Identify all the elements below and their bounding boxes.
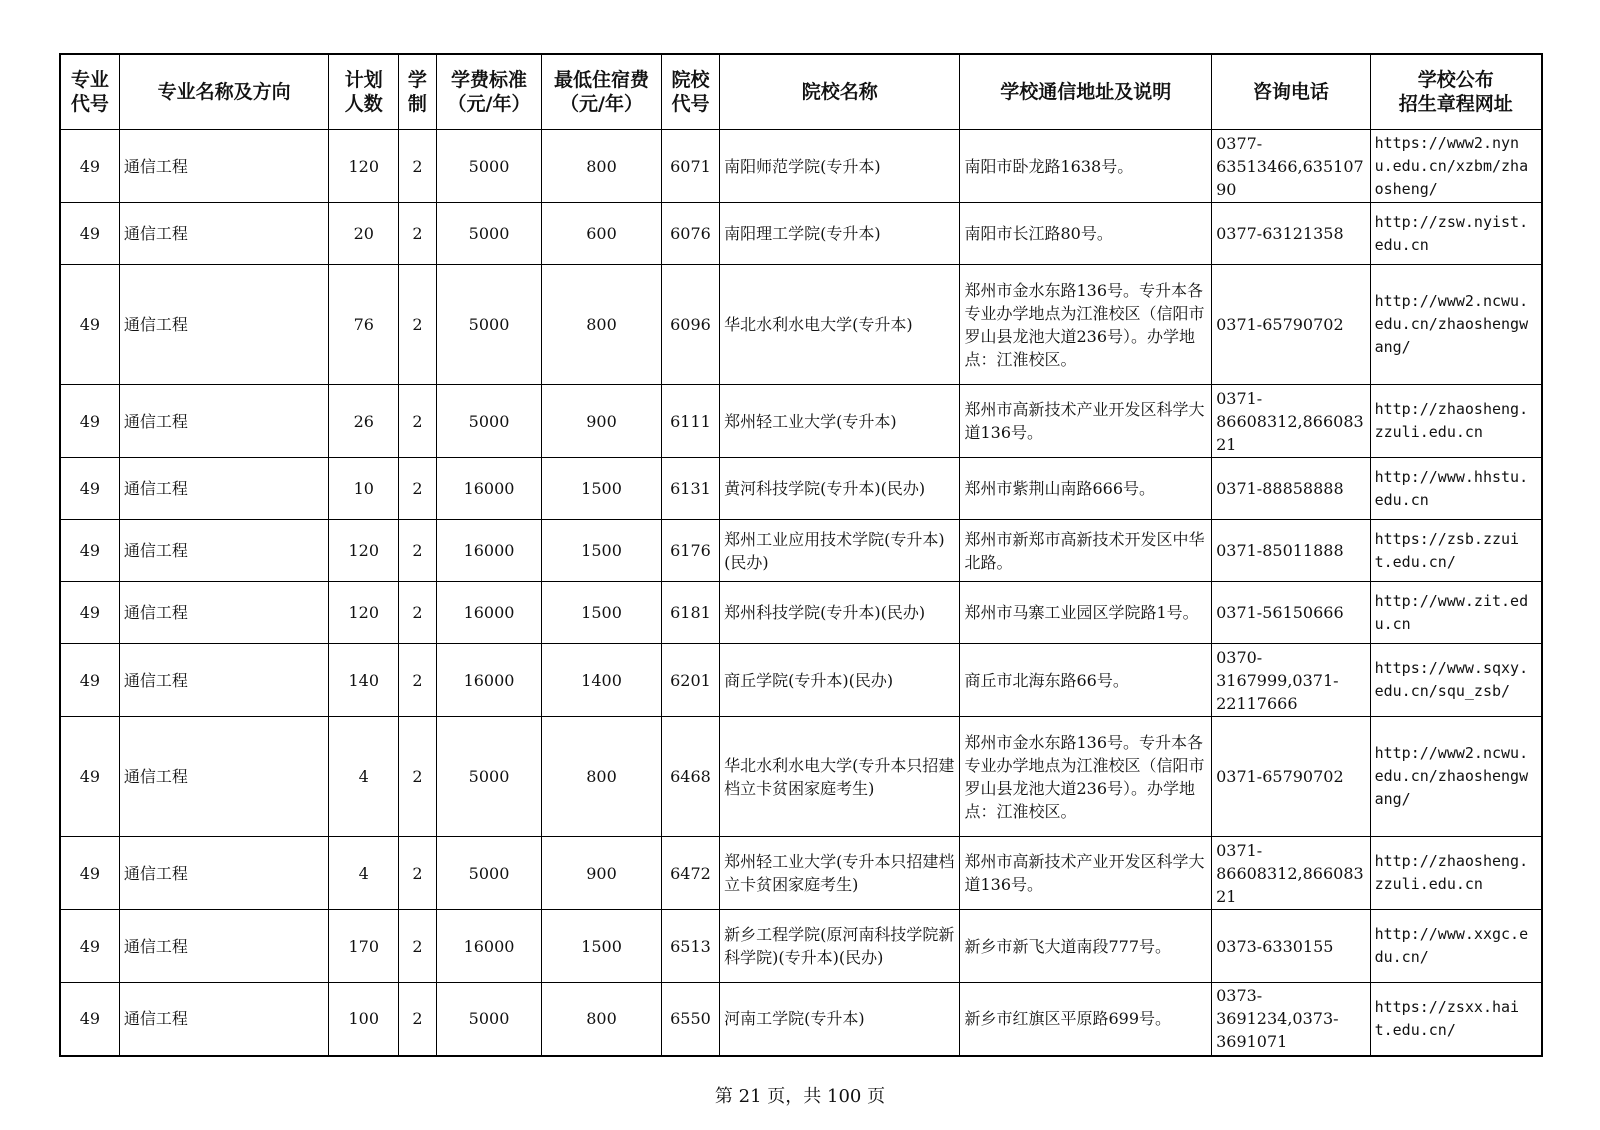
cell-tuition: 5000	[436, 203, 541, 265]
cell-dorm-fee: 1400	[542, 644, 662, 717]
cell-school-code: 6513	[661, 910, 719, 983]
header-phone: 咨询电话	[1212, 54, 1371, 130]
cell-study-years: 2	[399, 910, 437, 983]
cell-charter-url: http://www2.ncwu.edu.cn/zhaoshengwang/	[1370, 265, 1542, 385]
cell-school-code: 6181	[661, 582, 719, 644]
cell-plan-count: 10	[329, 458, 399, 520]
cell-school-name: 南阳理工学院(专升本)	[720, 203, 960, 265]
cell-address: 南阳市长江路80号。	[960, 203, 1212, 265]
cell-dorm-fee: 1500	[542, 520, 662, 582]
header-charter-url: 学校公布 招生章程网址	[1370, 54, 1542, 130]
cell-plan-count: 120	[329, 582, 399, 644]
cell-dorm-fee: 900	[542, 837, 662, 910]
cell-major-name: 通信工程	[119, 644, 329, 717]
table-row	[60, 385, 1542, 458]
cell-major-code: 49	[60, 983, 119, 1056]
cell-plan-count: 140	[329, 644, 399, 717]
header-school-name: 院校名称	[720, 54, 960, 130]
cell-tuition: 5000	[436, 130, 541, 203]
cell-school-code: 6131	[661, 458, 719, 520]
header-major-name: 专业名称及方向	[119, 54, 329, 130]
cell-study-years: 2	[399, 983, 437, 1056]
cell-phone: 0371-65790702	[1212, 717, 1371, 837]
cell-tuition: 16000	[436, 644, 541, 717]
cell-school-code: 6201	[661, 644, 719, 717]
cell-phone: 0371-85011888	[1212, 520, 1371, 582]
cell-major-name: 通信工程	[119, 520, 329, 582]
cell-school-code: 6071	[661, 130, 719, 203]
cell-plan-count: 100	[329, 983, 399, 1056]
cell-school-code: 6096	[661, 265, 719, 385]
header-plan-count: 计划 人数	[329, 54, 399, 130]
cell-dorm-fee: 800	[542, 130, 662, 203]
cell-school-name: 郑州轻工业大学(专升本只招建档立卡贫困家庭考生)	[720, 837, 960, 910]
cell-plan-count: 76	[329, 265, 399, 385]
cell-study-years: 2	[399, 458, 437, 520]
cell-major-name: 通信工程	[119, 910, 329, 983]
cell-study-years: 2	[399, 644, 437, 717]
cell-major-name: 通信工程	[119, 130, 329, 203]
cell-tuition: 16000	[436, 582, 541, 644]
cell-tuition: 16000	[436, 520, 541, 582]
cell-charter-url: http://www.zit.edu.cn	[1370, 582, 1542, 644]
table-row	[60, 130, 1542, 203]
cell-address: 郑州市金水东路136号。专升本各专业办学地点为江淮校区（信阳市罗山县龙池大道236号）。办学地点：江淮校区。	[960, 717, 1212, 837]
cell-address: 郑州市马寨工业园区学院路1号。	[960, 582, 1212, 644]
cell-tuition: 16000	[436, 458, 541, 520]
cell-dorm-fee: 800	[542, 983, 662, 1056]
cell-plan-count: 26	[329, 385, 399, 458]
cell-dorm-fee: 900	[542, 385, 662, 458]
cell-major-name: 通信工程	[119, 458, 329, 520]
cell-school-name: 黄河科技学院(专升本)(民办)	[720, 458, 960, 520]
cell-phone: 0373- 3691234,0373- 3691071	[1212, 983, 1371, 1056]
cell-study-years: 2	[399, 385, 437, 458]
table-row	[60, 520, 1542, 582]
cell-study-years: 2	[399, 837, 437, 910]
cell-phone: 0371- 86608312,866083 21	[1212, 837, 1371, 910]
cell-tuition: 5000	[436, 837, 541, 910]
cell-address: 郑州市金水东路136号。专升本各专业办学地点为江淮校区（信阳市罗山县龙池大道236号）。办学地点：江淮校区。	[960, 265, 1212, 385]
cell-phone: 0370- 3167999,0371- 22117666	[1212, 644, 1371, 717]
table-row	[60, 265, 1542, 385]
cell-plan-count: 170	[329, 910, 399, 983]
cell-study-years: 2	[399, 130, 437, 203]
cell-school-name: 郑州工业应用技术学院(专升本)(民办)	[720, 520, 960, 582]
cell-charter-url: https://www.sqxy.edu.cn/squ_zsb/	[1370, 644, 1542, 717]
cell-address: 商丘市北海东路66号。	[960, 644, 1212, 717]
cell-school-code: 6076	[661, 203, 719, 265]
cell-school-name: 郑州科技学院(专升本)(民办)	[720, 582, 960, 644]
cell-phone: 0371-56150666	[1212, 582, 1371, 644]
cell-charter-url: https://zsb.zzuit.edu.cn/	[1370, 520, 1542, 582]
cell-address: 郑州市紫荆山南路666号。	[960, 458, 1212, 520]
cell-school-name: 郑州轻工业大学(专升本)	[720, 385, 960, 458]
cell-charter-url: http://www.hhstu.edu.cn	[1370, 458, 1542, 520]
cell-address: 郑州市新郑市高新技术开发区中华北路。	[960, 520, 1212, 582]
header-tuition: 学费标准 （元/年）	[436, 54, 541, 130]
cell-school-code: 6176	[661, 520, 719, 582]
cell-major-code: 49	[60, 385, 119, 458]
cell-school-name: 河南工学院(专升本)	[720, 983, 960, 1056]
cell-major-name: 通信工程	[119, 582, 329, 644]
cell-school-name: 华北水利水电大学(专升本只招建档立卡贫困家庭考生)	[720, 717, 960, 837]
cell-phone: 0377- 63513466,635107 90	[1212, 130, 1371, 203]
table-row	[60, 837, 1542, 910]
table-row	[60, 203, 1542, 265]
cell-study-years: 2	[399, 582, 437, 644]
cell-study-years: 2	[399, 717, 437, 837]
cell-school-name: 新乡工程学院(原河南科技学院新科学院)(专升本)(民办)	[720, 910, 960, 983]
cell-school-name: 商丘学院(专升本)(民办)	[720, 644, 960, 717]
header-dorm-fee: 最低住宿费 （元/年）	[542, 54, 662, 130]
header-major-code: 专业 代号	[60, 54, 119, 130]
header-study-years: 学 制	[399, 54, 437, 130]
cell-school-name: 南阳师范学院(专升本)	[720, 130, 960, 203]
cell-school-code: 6111	[661, 385, 719, 458]
cell-major-name: 通信工程	[119, 983, 329, 1056]
cell-plan-count: 120	[329, 130, 399, 203]
cell-school-code: 6468	[661, 717, 719, 837]
cell-tuition: 16000	[436, 910, 541, 983]
table-row	[60, 983, 1542, 1056]
cell-phone: 0371- 86608312,866083 21	[1212, 385, 1371, 458]
cell-tuition: 5000	[436, 983, 541, 1056]
cell-dorm-fee: 800	[542, 265, 662, 385]
cell-plan-count: 4	[329, 837, 399, 910]
cell-charter-url: http://zsw.nyist.edu.cn	[1370, 203, 1542, 265]
cell-major-name: 通信工程	[119, 385, 329, 458]
cell-tuition: 5000	[436, 385, 541, 458]
cell-school-name: 华北水利水电大学(专升本)	[720, 265, 960, 385]
cell-major-name: 通信工程	[119, 203, 329, 265]
table-header-row	[60, 54, 1542, 130]
cell-major-name: 通信工程	[119, 837, 329, 910]
cell-phone: 0371-65790702	[1212, 265, 1371, 385]
cell-dorm-fee: 1500	[542, 458, 662, 520]
cell-major-code: 49	[60, 644, 119, 717]
table-row	[60, 717, 1542, 837]
cell-major-code: 49	[60, 582, 119, 644]
enrollment-plan-table	[59, 53, 1543, 1057]
cell-charter-url: https://zsxx.hait.edu.cn/	[1370, 983, 1542, 1056]
cell-charter-url: http://zhaosheng.zzuli.edu.cn	[1370, 837, 1542, 910]
cell-dorm-fee: 1500	[542, 582, 662, 644]
cell-phone: 0371-88858888	[1212, 458, 1371, 520]
cell-study-years: 2	[399, 203, 437, 265]
cell-study-years: 2	[399, 265, 437, 385]
cell-address: 南阳市卧龙路1638号。	[960, 130, 1212, 203]
cell-charter-url: https://www2.nynu.edu.cn/xzbm/zhaosheng/	[1370, 130, 1542, 203]
cell-plan-count: 4	[329, 717, 399, 837]
table-row	[60, 458, 1542, 520]
page-number: 第 21 页，共 100 页	[714, 1086, 886, 1107]
cell-charter-url: http://www2.ncwu.edu.cn/zhaoshengwang/	[1370, 717, 1542, 837]
cell-major-code: 49	[60, 130, 119, 203]
header-school-code: 院校 代号	[661, 54, 719, 130]
cell-major-code: 49	[60, 458, 119, 520]
cell-address: 新乡市新飞大道南段777号。	[960, 910, 1212, 983]
cell-major-code: 49	[60, 520, 119, 582]
cell-major-code: 49	[60, 265, 119, 385]
header-address: 学校通信地址及说明	[960, 54, 1212, 130]
cell-major-code: 49	[60, 837, 119, 910]
cell-charter-url: http://zhaosheng.zzuli.edu.cn	[1370, 385, 1542, 458]
cell-dorm-fee: 600	[542, 203, 662, 265]
cell-phone: 0377-63121358	[1212, 203, 1371, 265]
cell-address: 郑州市高新技术产业开发区科学大道136号。	[960, 385, 1212, 458]
cell-address: 新乡市红旗区平原路699号。	[960, 983, 1212, 1056]
table-row	[60, 910, 1542, 983]
cell-charter-url: http://www.xxgc.edu.cn/	[1370, 910, 1542, 983]
cell-school-code: 6550	[661, 983, 719, 1056]
cell-tuition: 5000	[436, 717, 541, 837]
cell-major-code: 49	[60, 910, 119, 983]
cell-address: 郑州市高新技术产业开发区科学大道136号。	[960, 837, 1212, 910]
cell-plan-count: 120	[329, 520, 399, 582]
cell-plan-count: 20	[329, 203, 399, 265]
cell-school-code: 6472	[661, 837, 719, 910]
cell-dorm-fee: 800	[542, 717, 662, 837]
cell-major-code: 49	[60, 203, 119, 265]
table-row	[60, 644, 1542, 717]
cell-major-code: 49	[60, 717, 119, 837]
table-row	[60, 582, 1542, 644]
cell-tuition: 5000	[436, 265, 541, 385]
cell-dorm-fee: 1500	[542, 910, 662, 983]
cell-study-years: 2	[399, 520, 437, 582]
cell-major-name: 通信工程	[119, 717, 329, 837]
cell-major-name: 通信工程	[119, 265, 329, 385]
cell-phone: 0373-6330155	[1212, 910, 1371, 983]
